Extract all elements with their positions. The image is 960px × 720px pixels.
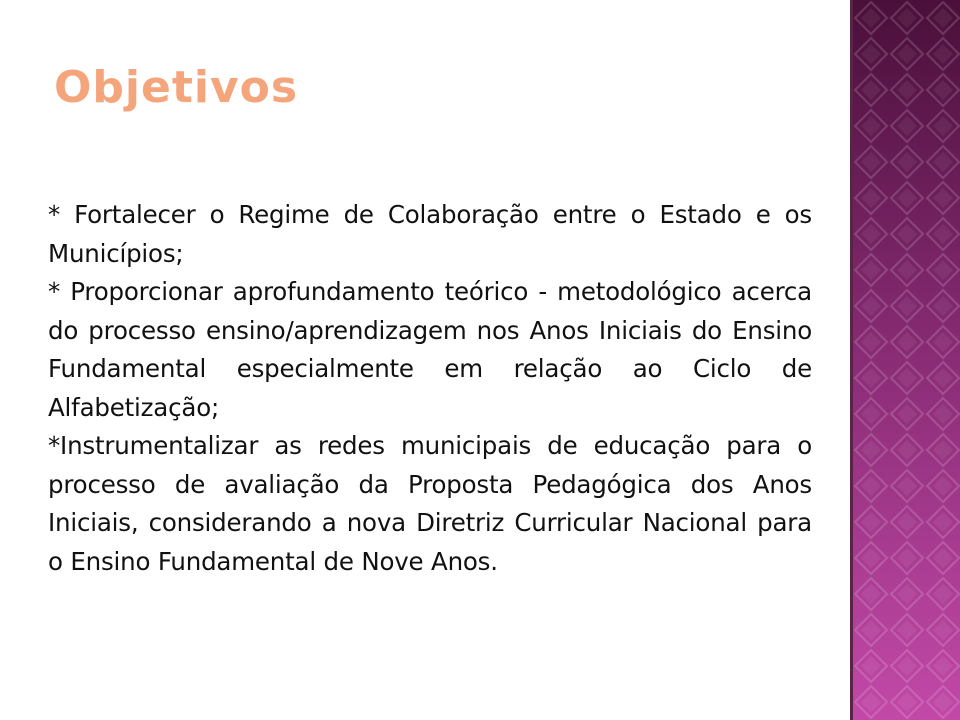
decorative-side-panel (850, 0, 960, 720)
objective-item: * Fortalecer o Regime de Colaboração entre o Estado e os Municípios; (48, 200, 812, 268)
objective-item: *Instrumentalizar as redes municipais de educação para o processo de avaliação da Proposta Pedagógica dos Anos Iniciais, considerando a nova Diretriz Curricular Nacional para o Ensino Fundamental de Nove Anos. (48, 431, 812, 576)
objectives-list (48, 196, 812, 581)
diamond-pattern (853, 0, 960, 720)
slide-title: Objetivos (54, 62, 299, 113)
objective-item: * Proporcionar aprofundamento teórico - metodológico acerca do processo ensino/aprendizagem nos Anos Iniciais do Ensino Fundamental especialmente em relação ao Ciclo de Alfabetização; (48, 277, 812, 422)
